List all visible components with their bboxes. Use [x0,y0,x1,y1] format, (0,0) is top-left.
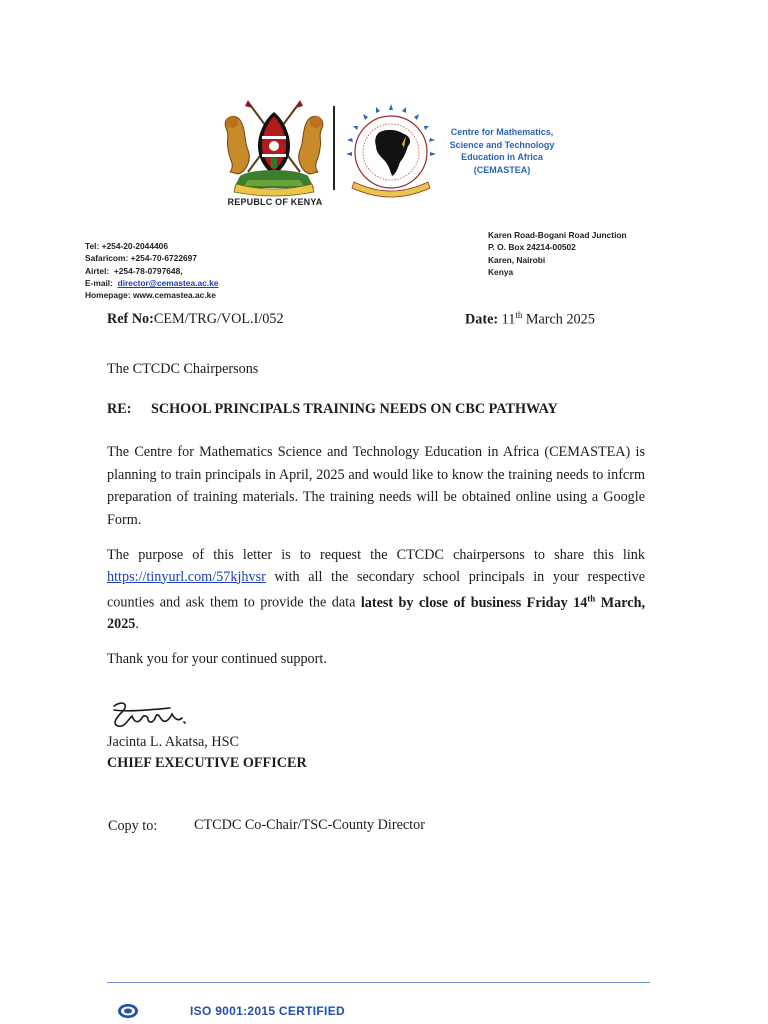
airtel-line [85,265,218,277]
signer-name: Jacinta L. Akatsa, HSC [107,734,240,750]
cemastea-logo-icon [340,102,442,204]
deadline-end: March, 2025 [107,594,646,633]
address-line: Karen, Nairobi [488,254,546,265]
cemastea-name [436,126,568,176]
footer-divider [107,982,650,983]
contact-block-right [488,229,627,278]
email-link[interactable]: director@cemastea.ac.ke [117,277,219,288]
para2-end: . [135,616,139,633]
iso-certification: ISO 9001:2015 CERTIFIED [190,1004,345,1018]
tel-label: Tel: [85,241,100,251]
date-rest: March 2025 [522,311,595,328]
header-divider [333,106,335,190]
cemastea-name-line: Education in Africa [461,152,543,162]
contact-block-left [85,240,218,301]
reference-number [107,311,284,328]
coat-caption: REPUBLC OF KENYA [227,197,323,207]
homepage-value: www.cemastea.ac.ke [132,290,216,301]
deadline-part: latest by close of business Friday 14 [360,594,588,611]
kenya-coat-of-arms-icon [218,98,330,198]
re-subject: SCHOOL PRINCIPALS TRAINING NEEDS ON CBC PATHWAY [151,401,558,417]
copy-to-label: Copy to: [108,818,158,834]
google-form-link[interactable]: https://tinyurl.com/57kjhvsr [107,568,266,585]
cemastea-name-line: Science and Technology [449,139,555,150]
ref-value: CEM/TRG/VOL.I/052 [153,311,284,327]
para2-text-a: The purpose of this letter is to request the CTCDC chairpersons to share this link [107,547,645,563]
deadline-sup: th [587,593,596,603]
addressee: The CTCDC Chairpersons [107,361,259,377]
signature-icon [108,698,190,734]
airtel-label: Airtel: [85,265,110,276]
cemastea-name-line: Centre for Mathematics, [450,127,554,137]
safaricom-label: Safaricom: [85,253,129,264]
address-line: Kenya [488,266,514,277]
tel-value: +254-20-2044406 [101,241,168,251]
date-sup: th [515,310,523,320]
copy-to-value: CTCDC Co-Chair/TSC-County Director [194,817,425,833]
letter-date [465,310,595,329]
date-day: 11 [501,311,516,328]
homepage-line [85,289,218,301]
ref-label: Ref No: [107,311,154,327]
cemastea-name-line: (CEMASTEA) [473,164,531,175]
signer-title: CHIEF EXECUTIVE OFFICER [107,755,307,771]
homepage-label: Homepage: [85,290,131,301]
tel-line [85,240,218,252]
airtel-value: +254-78-0797648, [113,265,183,276]
closing-thanks: Thank you for your continued support. [107,651,327,667]
subject-line [107,401,558,418]
para2-text-b: with all the secondary school principals in your respective counties and ask them to provide the data [107,568,645,611]
safaricom-line [85,252,218,264]
address-line: Karen Road-Bogani Road Junction [488,230,627,240]
date-label: Date: [465,311,499,328]
paragraph-2 [107,545,645,636]
email-label: E-mail: [85,277,113,288]
iso-badge-icon [117,1003,139,1019]
re-label: RE: [107,401,132,417]
safaricom-value: +254-70-6722697 [130,253,197,264]
paragraph-1: The Centre for Mathematics Science and Technology Education in Africa (CEMASTEA) is planning to train principals in April, 2025 and would like to know the training needs to infcrm preparation of training materials. The training needs will be obtained online using a Google Form. [107,444,645,528]
address-line: P. O. Box 24214-00502 [488,242,576,253]
email-line [85,277,218,289]
